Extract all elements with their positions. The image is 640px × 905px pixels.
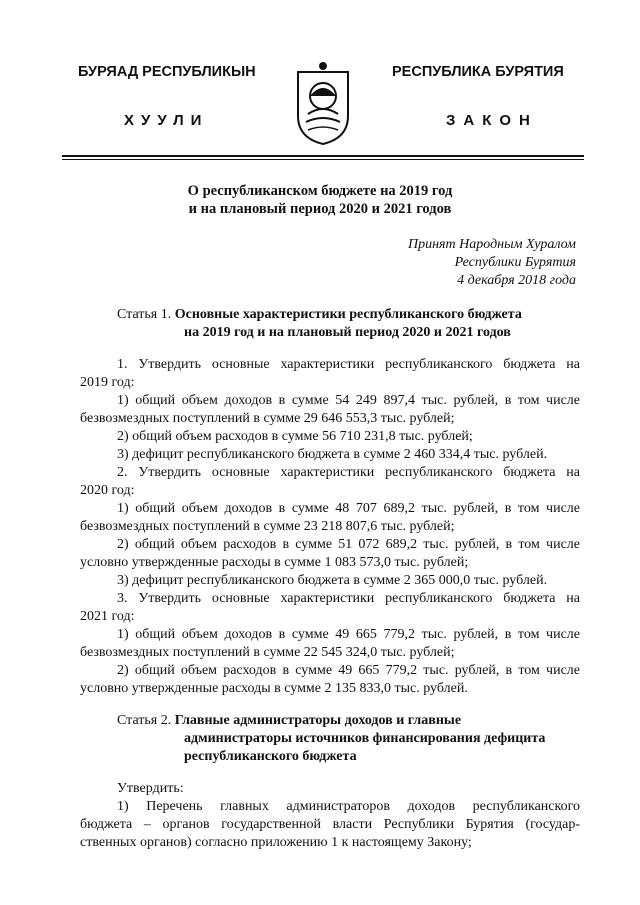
article1-line: 1) общий объем доходов в сумме 54 249 897,4 тыс. рублей, в том числе <box>117 393 580 408</box>
adoption-line2: Республики Бурятия <box>454 255 576 270</box>
header-rule-thin <box>62 159 584 160</box>
article1-line: безвозмездных поступлений в сумме 22 545 324,0 тыс. рублей; <box>80 645 455 660</box>
header-right-top: РЕСПУБЛИКА БУРЯТИЯ <box>392 64 564 80</box>
article2-heading-line2-wrap <box>184 730 545 748</box>
law-title-line2: и на плановый период 2020 и 2021 годов <box>188 201 452 217</box>
article1-line: 1. Утвердить основные характеристики республиканского бюджета на <box>117 357 580 372</box>
coat-of-arms-icon <box>294 58 352 146</box>
article1-line: условно утвержденные расходы в сумме 2 135 833,0 тыс. рублей. <box>80 681 468 696</box>
article2-label: Статья 2. <box>117 713 172 728</box>
article2-line: Утвердить: <box>117 781 184 796</box>
article1-line: 2019 год: <box>80 375 135 390</box>
adoption-line1: Принят Народным Хуралом <box>407 237 576 252</box>
article2-line: ственных органов) согласно приложению 1 к настоящему Закону; <box>80 835 472 850</box>
article1-label: Статья 1. <box>117 307 172 322</box>
article1-heading <box>117 306 522 324</box>
article1-line: 3) дефицит республиканского бюджета в сумме 2 365 000,0 тыс. рублей. <box>117 573 548 588</box>
article1-line: безвозмездных поступлений в сумме 29 646 553,3 тыс. рублей; <box>80 411 455 426</box>
article1-line: 2) общий объем расходов в сумме 56 710 231,8 тыс. рублей; <box>117 429 473 444</box>
article1-line: 2020 год: <box>80 483 135 498</box>
article1-line: 2. Утвердить основные характеристики республиканского бюджета на <box>117 465 580 480</box>
article2-line: бюджета – органов государственной власти Республики Бурятия (государ- <box>80 817 580 832</box>
law-title-line1: О республиканском бюджете на 2019 год <box>187 183 453 199</box>
adoption-line3: 4 декабря 2018 года <box>457 273 576 288</box>
article2-heading-line3-wrap <box>184 748 357 766</box>
article1-line: 1) общий объем доходов в сумме 49 665 779,2 тыс. рублей, в том числе <box>117 627 580 642</box>
header-right-bottom: ЗАКОН <box>446 112 538 129</box>
article2-heading <box>117 712 461 730</box>
article1-line: 2) общий объем расходов в сумме 51 072 689,2 тыс. рублей, в том числе <box>117 537 580 552</box>
article1-line: безвозмездных поступлений в сумме 23 218 807,6 тыс. рублей; <box>80 519 455 534</box>
article2-heading-line2: администраторы источников финансирования дефицита <box>184 731 546 746</box>
article1-heading-line2: на 2019 год и на плановый период 2020 и 2021 годов <box>184 325 511 340</box>
article1-heading-line2-wrap <box>184 324 511 342</box>
article2-line: 1) Перечень главных администраторов доходов республиканского <box>117 799 580 814</box>
article1-line: условно утвержденные расходы в сумме 1 083 573,0 тыс. рублей; <box>80 555 469 570</box>
article1-heading-line1: Основные характеристики республиканского бюджета <box>174 307 522 322</box>
article2-heading-line1: Главные администраторы доходов и главные <box>174 713 462 728</box>
article1-line: 1) общий объем доходов в сумме 48 707 689,2 тыс. рублей, в том числе <box>117 501 580 516</box>
article1-line: 3. Утвердить основные характеристики республиканского бюджета на <box>117 591 580 606</box>
header-rule <box>62 155 584 157</box>
article1-line: 2021 год: <box>80 609 135 624</box>
article1-line: 3) дефицит республиканского бюджета в сумме 2 460 334,4 тыс. рублей. <box>117 447 548 462</box>
header-left-bottom: ХУУЛИ <box>124 112 209 129</box>
article1-line: 2) общий объем расходов в сумме 49 665 779,2 тыс. рублей, в том числе <box>117 663 580 678</box>
article2-heading-line3: республиканского бюджета <box>184 749 357 764</box>
header-left-top: БУРЯАД РЕСПУБЛИКЫН <box>78 64 256 80</box>
